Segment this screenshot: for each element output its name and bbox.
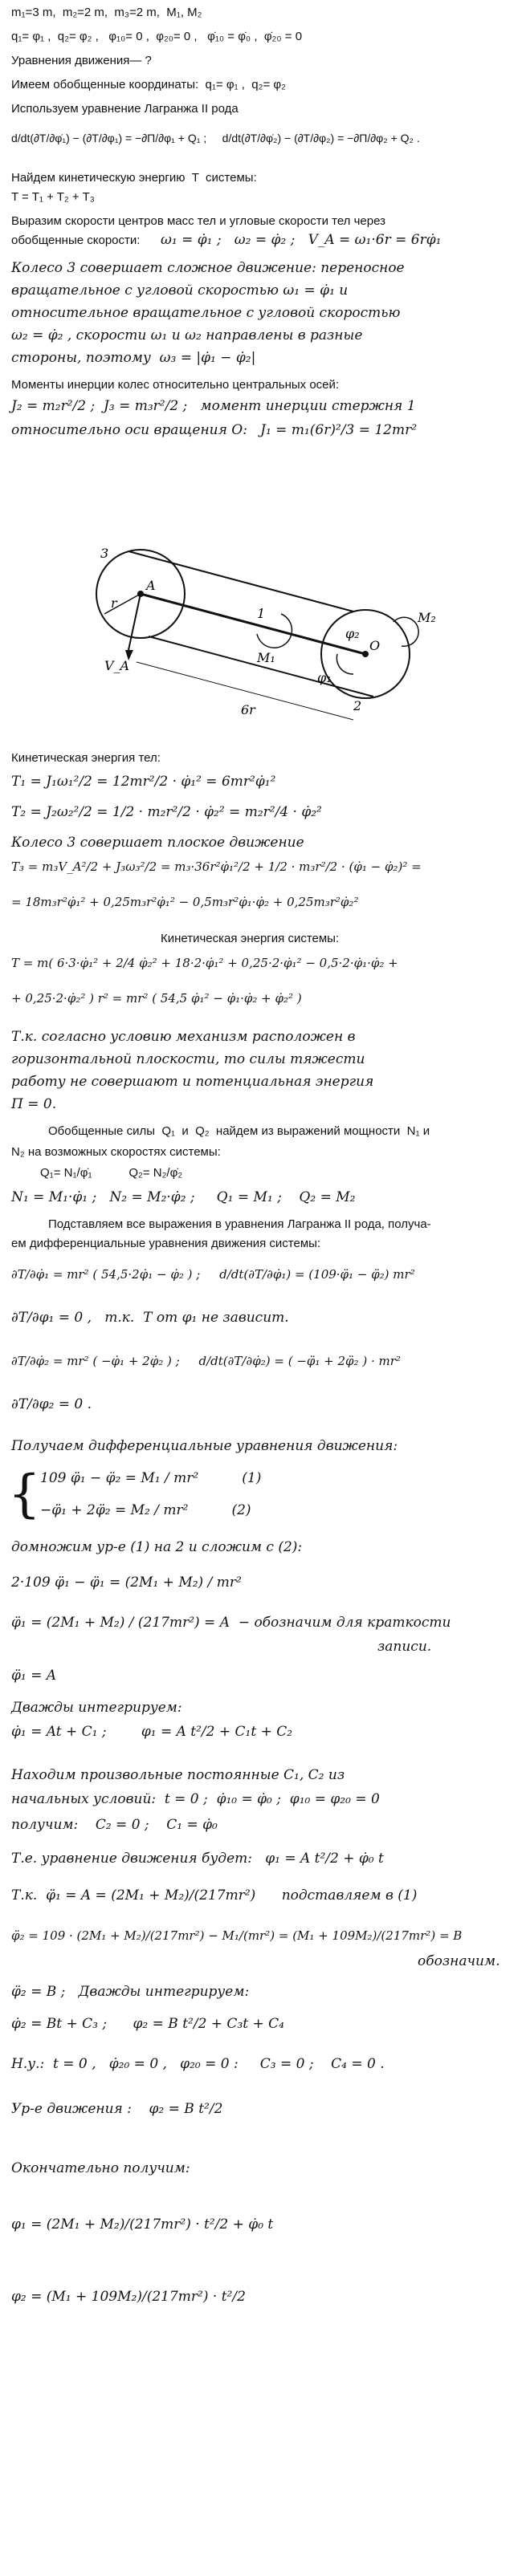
label-phi2: φ₂	[345, 626, 360, 641]
kinetic-system-intro: Кинетическая энергия системы:	[161, 932, 340, 945]
law-6: φ̇₂ = Bt + C₃ ; φ₂ = B t²/2 + C₃t + C₄	[11, 2016, 284, 2032]
forces-formula: Q₁= N₁/φ̇₁ Q₂= N₂/φ̇₂	[40, 1166, 183, 1180]
coords-intro: Имеем обобщенные координаты: q₁= φ₁ , q₂= φ₂	[11, 78, 286, 91]
note-horizontal-1: Т.к. согласно условию механизм расположен в	[11, 1029, 356, 1045]
combined-eq: 2·109 φ̈₁ − φ̈₁ = (2M₁ + M₂) / mr²	[11, 1574, 242, 1591]
rod-1-axis	[141, 594, 365, 654]
note-horizontal-2: горизонтальной плоскости, то силы тяжести	[11, 1051, 365, 1067]
label-m2: M₂	[418, 610, 436, 625]
phi1-acc-2: записи.	[377, 1639, 432, 1655]
inertia-intro: Моменты инерции колес относительно центральных осей:	[11, 378, 340, 392]
system-brace: {	[8, 1465, 41, 1524]
substitute-intro: Подставляем все выражения в уравнения Лагранжа II рода, получа-	[48, 1217, 431, 1231]
kinetic-intro: Найдем кинетическую энергию T системы:	[11, 171, 257, 185]
integrate-note: Дважды интегрируем:	[11, 1700, 182, 1716]
const-note-2: начальных условий: t = 0 ; φ̇₁₀ = φ̇₀ ; φ₁₀ = φ₂₀ = 0	[11, 1791, 380, 1807]
system-intro: Получаем дифференциальные уравнения движения:	[11, 1438, 398, 1454]
law-1: Т.е. уравнение движения будет: φ₁ = A t²/2 + φ̇₀ t	[11, 1851, 384, 1867]
hand-note-4: ω₂ = φ̇₂ , скорости ω₁ и ω₂ направлены в разные	[11, 327, 363, 343]
powers-formula: N₁ = M₁·φ̇₁ ; N₂ = M₂·φ̇₂ ; Q₁ = M₁ ; Q₂ = M₂	[11, 1189, 356, 1205]
phi-arc	[336, 654, 353, 674]
tsys-formula: T = m( 6·3·φ̇₁² + 2/4 φ̇₂² + 18·2·φ̇₁² + 0,25·2·φ̇₁² − 0,5·2·φ̇₁·φ̇₂ +	[11, 956, 398, 970]
note-horizontal-3: работу не совершают и потенциальная энергия	[11, 1074, 374, 1090]
radius-line	[104, 594, 141, 614]
t3-formula: T₃ = m₃V_A²/2 + J₃ω₃²/2 = m₃·36r²φ̇₁²/2 + 1/2 · m₃r²/2 · (φ̇₁ − φ̇₂)² =	[11, 859, 422, 874]
lagrange-equations: d/dt(∂T/∂φ̇₁) − (∂T/∂φ₁) = −∂Π/∂φ₁ + Q₁ ; d/dt(∂T/∂φ̇₂) − (∂T/∂φ₂) = −∂Π/∂φ₂ + Q₂ .	[11, 132, 420, 144]
deriv-4: ∂T/∂φ₂ = 0 .	[11, 1396, 92, 1412]
kinetic-bodies-intro: Кинетическая энергия тел:	[11, 751, 161, 765]
kinetic-sum: T = T₁ + T₂ + T₃	[11, 190, 95, 204]
lagrange-intro: Используем уравнение Лагранжа II рода	[11, 102, 239, 116]
inertia-hand: J₂ = m₂r²/2 ; J₃ = m₃r²/2 ; момент инерции стержня 1	[11, 398, 416, 414]
final-phi1: φ₁ = (2M₁ + M₂)/(217mr²) · t²/2 + φ̇₀ t	[11, 2216, 274, 2233]
label-6r: 6r	[241, 702, 255, 717]
phi1-acc-3: φ̈₁ = A	[11, 1668, 57, 1684]
t2-formula: T₂ = J₂ω₂²/2 = 1/2 · m₂r²/2 · φ̇₂² = m₂r²/4 · φ̇₂²	[11, 804, 322, 820]
init-2: Н.у.: t = 0 , φ̇₂₀ = 0 , φ₂₀ = 0 : C₃ = 0 ; C₄ = 0 .	[11, 2056, 385, 2072]
phi1-acc: φ̈₁ = (2M₁ + M₂) / (217mr²) = A − обозначим для краткости	[11, 1615, 451, 1631]
hand-note-2: вращательное с угловой скоростью ω₁ = φ̇₁ и	[11, 282, 349, 299]
deriv-3: ∂T/∂φ̇₂ = mr² ( −φ̇₁ + 2φ̇₂ ) ; d/dt(∂T/∂φ̇₂) = ( −φ̈₁ + 2φ̈₂ ) · mr²	[11, 1354, 401, 1368]
final-phi2: φ₂ = (M₁ + 109M₂)/(217mr²) · t²/2	[11, 2289, 246, 2305]
rod-1-top	[128, 551, 353, 611]
pivot-o	[362, 651, 369, 657]
multiply-note: домножим ур-е (1) на 2 и сложим с (2):	[11, 1539, 303, 1555]
hand-note-3: относительное вращательное с угловой скоростью	[11, 305, 401, 321]
integrate-eq: φ̇₁ = At + C₁ ; φ₁ = A t²/2 + C₁t + C₂	[11, 1724, 293, 1740]
velocities-hand: ω₁ = φ̇₁ ; ω₂ = φ̇₂ ; V_A = ω₁·6r = 6rφ̇₁	[161, 232, 442, 248]
tsys-formula-2: + 0,25·2·φ̇₂² ) r² = mr² ( 54,5 φ̇₁² − φ̇₁·φ̇₂ + φ̇₂² )	[11, 991, 302, 1006]
given-masses: m₁=3 m, m₂=2 m, m₃=2 m, M₁, M₂	[11, 6, 202, 19]
label-1: 1	[257, 606, 266, 621]
label-m1: M₁	[257, 650, 275, 665]
system-eq-1: 109 φ̈₁ − φ̈₂ = M₁ / mr² (1)	[40, 1470, 262, 1486]
law-4: обозначим.	[418, 1953, 500, 1969]
label-3: 3	[100, 546, 109, 561]
law-7: Ур-е движения : φ₂ = B t²/2	[11, 2101, 223, 2117]
moment-m2-arc	[394, 617, 418, 646]
hand-note-5: стороны, поэтому ω₃ = |φ̇₁ − φ̇₂|	[11, 350, 256, 366]
velocities-intro: Выразим скорости центров масс тел и угловые скорости тел через	[11, 214, 385, 228]
hand-note-1: Колесо 3 совершает сложное движение: переносное	[11, 260, 405, 276]
law-5: φ̈₂ = B ; Дважды интегрируем:	[11, 1984, 250, 2000]
label-2: 2	[353, 698, 362, 713]
velocities-gen: обобщенные скорости:	[11, 234, 141, 247]
system-eq-2: −φ̈₁ + 2φ̈₂ = M₂ / mr² (2)	[40, 1502, 251, 1518]
forces-intro: Обобщенные силы Q₁ и Q₂ найдем из выражений мощности N₁ и	[48, 1124, 430, 1138]
law-3: φ̈₂ = 109 · (2M₁ + M₂)/(217mr²) − M₁/(mr²) = (M₁ + 109M₂)/(217mr²) = B	[11, 1928, 463, 1943]
task-statement: Уравнения движения— ?	[11, 54, 152, 67]
label-r: r	[111, 595, 117, 611]
inertia-hand-2: относительно оси вращения O: J₁ = m₁(6r)²/3 = 12mr²	[11, 422, 418, 438]
point-a	[137, 591, 144, 597]
label-phi1: φ₁	[317, 670, 332, 685]
forces-intro-2: N₂ на возможных скоростях системы:	[11, 1145, 221, 1159]
t3-intro: Колесо 3 совершает плоское движение	[11, 835, 304, 851]
final-intro: Окончательно получим:	[11, 2160, 190, 2176]
const-note-1: Находим произвольные постоянные C₁, C₂ из	[11, 1767, 345, 1783]
t3-formula-2: = 18m₃r²φ̇₁² + 0,25m₃r²φ̇₁² − 0,5m₃r²φ̇₁·φ̇₂ + 0,25m₃r²φ̇₂²	[11, 895, 359, 909]
t1-formula: T₁ = J₁ω₁²/2 = 12mr²/2 · φ̇₁² = 6mr²φ̇₁²	[11, 774, 276, 790]
law-2: Т.к. φ̈₁ = A = (2M₁ + M₂)/(217mr²) подставляем в (1)	[11, 1887, 418, 1904]
deriv-2: ∂T/∂φ₁ = 0 , т.к. T от φ₁ не зависит.	[11, 1310, 289, 1326]
deriv-1: ∂T/∂φ̇₁ = mr² ( 54,5·2φ̇₁ − φ̇₂ ) ; d/dt(∂T/∂φ̇₁) = (109·φ̈₁ − φ̈₂) mr²	[11, 1267, 415, 1282]
given-initial: q₁= φ₁ , q₂= φ₂ , φ₁₀= 0 , φ₂₀= 0 , φ̇₁₀ = φ̇₀ , φ̇₂₀ = 0	[11, 30, 303, 43]
label-a: A	[146, 578, 156, 593]
label-o: O	[369, 638, 381, 653]
label-va: V_A	[104, 658, 130, 673]
mechanism-diagram	[16, 534, 506, 738]
substitute-intro-2: ем дифференциальные уравнения движения системы:	[11, 1237, 321, 1250]
velocity-arrow	[128, 594, 141, 650]
note-horizontal-4: Π = 0.	[11, 1096, 57, 1112]
const-note-3: получим: C₂ = 0 ; C₁ = φ̇₀	[11, 1817, 218, 1833]
